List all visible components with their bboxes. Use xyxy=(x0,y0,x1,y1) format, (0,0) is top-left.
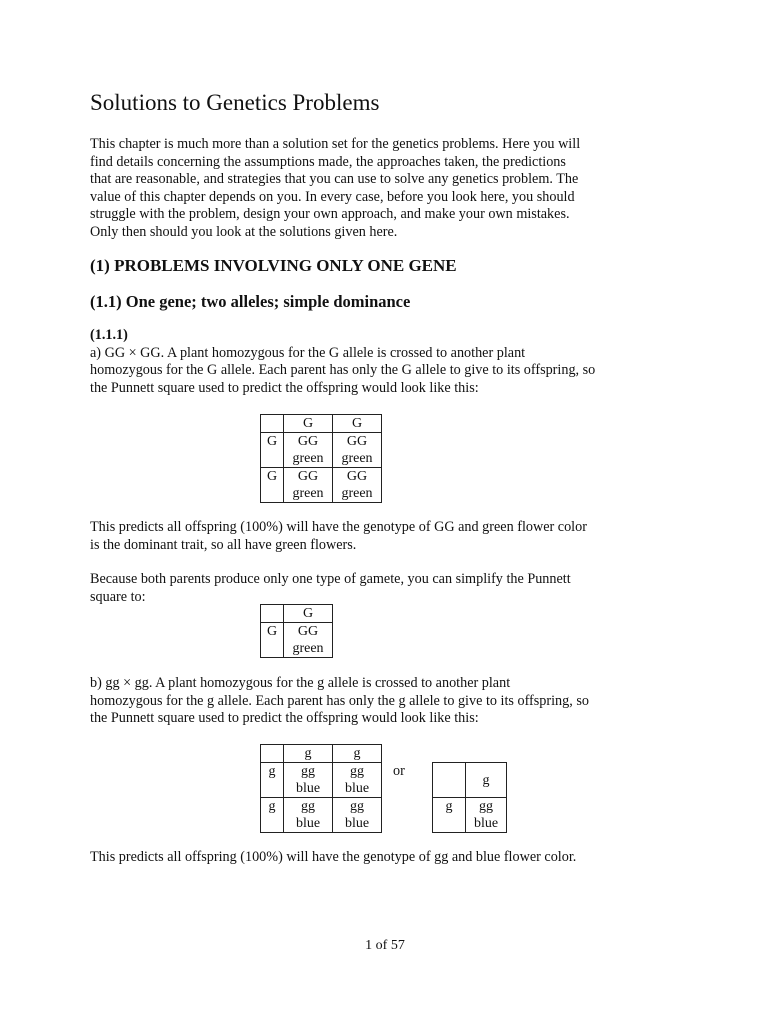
genotype: gg xyxy=(479,799,493,814)
offspring-cell xyxy=(284,763,333,798)
column-gamete: G xyxy=(284,415,333,433)
phenotype: blue xyxy=(295,816,321,831)
intro-line: This chapter is much more than a solution set for the genetics problems. Here you will xyxy=(90,136,581,152)
punnett-square-gg-simple xyxy=(260,604,333,658)
row-gamete: g xyxy=(261,798,284,833)
phenotype: blue xyxy=(295,781,321,796)
corner-cell xyxy=(261,745,284,763)
column-gamete: G xyxy=(333,415,382,433)
prediction-a-paragraph xyxy=(90,519,587,554)
genotype: GG xyxy=(346,434,368,449)
punnett-square-gg-x-gg xyxy=(260,414,382,503)
row-gamete: G xyxy=(261,433,284,468)
intro-line: Only then should you look at the solutions given here. xyxy=(90,223,398,240)
intro-line: struggle with the problem, design your own approach, and make your own mistakes. xyxy=(90,206,570,222)
intro-line: value of this chapter depends on you. In every case, before you look here, you should xyxy=(90,188,575,205)
simplify-line: square to: xyxy=(90,588,146,605)
part-a-line: the Punnett square used to predict the offspring would look like this: xyxy=(90,379,479,396)
part-b-line: homozygous for the g allele. Each parent has only the g allele to give to its offspring, so xyxy=(90,692,589,709)
section-heading: (1) PROBLEMS INVOLVING ONLY ONE GENE xyxy=(90,256,457,275)
genotype: gg xyxy=(301,799,315,814)
offspring-cell xyxy=(333,468,382,503)
genotype: gg xyxy=(350,764,364,779)
problem-number: (1.1.1) xyxy=(90,327,128,343)
offspring-cell xyxy=(284,433,333,468)
corner-cell xyxy=(261,415,284,433)
intro-line: that are reasonable, and strategies that you can use to solve any genetics problem. The xyxy=(90,171,579,187)
column-gamete: G xyxy=(284,605,333,623)
phenotype: green xyxy=(341,451,373,466)
part-b-line: the Punnett square used to predict the offspring would look like this: xyxy=(90,710,479,726)
prediction-line: This predicts all offspring (100%) will have the genotype of GG and green flower color xyxy=(90,519,587,535)
genotype: GG xyxy=(297,624,319,639)
offspring-cell xyxy=(284,798,333,833)
offspring-cell xyxy=(333,433,382,468)
offspring-cell xyxy=(333,763,382,798)
column-gamete: g xyxy=(333,745,382,763)
phenotype: green xyxy=(292,641,324,656)
part-b-paragraph xyxy=(90,675,589,728)
phenotype: green xyxy=(292,451,324,466)
part-a-line: a) GG × GG. A plant homozygous for the G allele is crossed to another plant xyxy=(90,344,526,361)
phenotype: blue xyxy=(344,816,370,831)
part-a-line: homozygous for the G allele. Each parent has only the G allele to give to its offspring, so xyxy=(90,362,596,378)
simplify-paragraph xyxy=(90,571,571,606)
phenotype: blue xyxy=(344,781,370,796)
genotype: GG xyxy=(297,434,319,449)
offspring-cell xyxy=(284,623,333,658)
page-number: 1 of 57 xyxy=(365,938,405,953)
punnett-square-gg-x-gg-recessive xyxy=(260,744,382,833)
or-label: or xyxy=(393,763,405,779)
part-b-line: b) gg × gg. A plant homozygous for the g allele is crossed to another plant xyxy=(90,675,511,691)
phenotype: green xyxy=(292,486,324,501)
row-gamete: G xyxy=(261,468,284,503)
offspring-cell xyxy=(333,798,382,833)
part-a-paragraph xyxy=(90,327,595,397)
prediction-b-paragraph: This predicts all offspring (100%) will have the genotype of gg and blue flower color. xyxy=(90,849,577,865)
row-gamete: g xyxy=(261,763,284,798)
genotype: gg xyxy=(301,764,315,779)
genotype: GG xyxy=(297,469,319,484)
corner-cell xyxy=(261,605,284,623)
offspring-cell xyxy=(284,468,333,503)
offspring-cell xyxy=(466,798,507,833)
column-gamete: g xyxy=(284,745,333,763)
genotype: gg xyxy=(350,799,364,814)
prediction-line: is the dominant trait, so all have green flowers. xyxy=(90,536,357,553)
row-gamete: G xyxy=(261,623,284,658)
column-gamete: g xyxy=(466,763,507,798)
subsection-heading: (1.1) One gene; two alleles; simple dominance xyxy=(90,292,411,311)
intro-line: find details concerning the assumptions made, the approaches taken, the predictions xyxy=(90,153,566,170)
punnett-square-gg-recessive-simple xyxy=(432,762,507,833)
page-title: Solutions to Genetics Problems xyxy=(90,90,380,115)
phenotype: blue xyxy=(473,816,499,831)
intro-paragraph xyxy=(90,136,580,241)
row-gamete: g xyxy=(433,798,466,833)
corner-cell xyxy=(433,763,466,798)
phenotype: green xyxy=(341,486,373,501)
genotype: GG xyxy=(346,469,368,484)
simplify-line: Because both parents produce only one type of gamete, you can simplify the Punnett xyxy=(90,571,571,587)
